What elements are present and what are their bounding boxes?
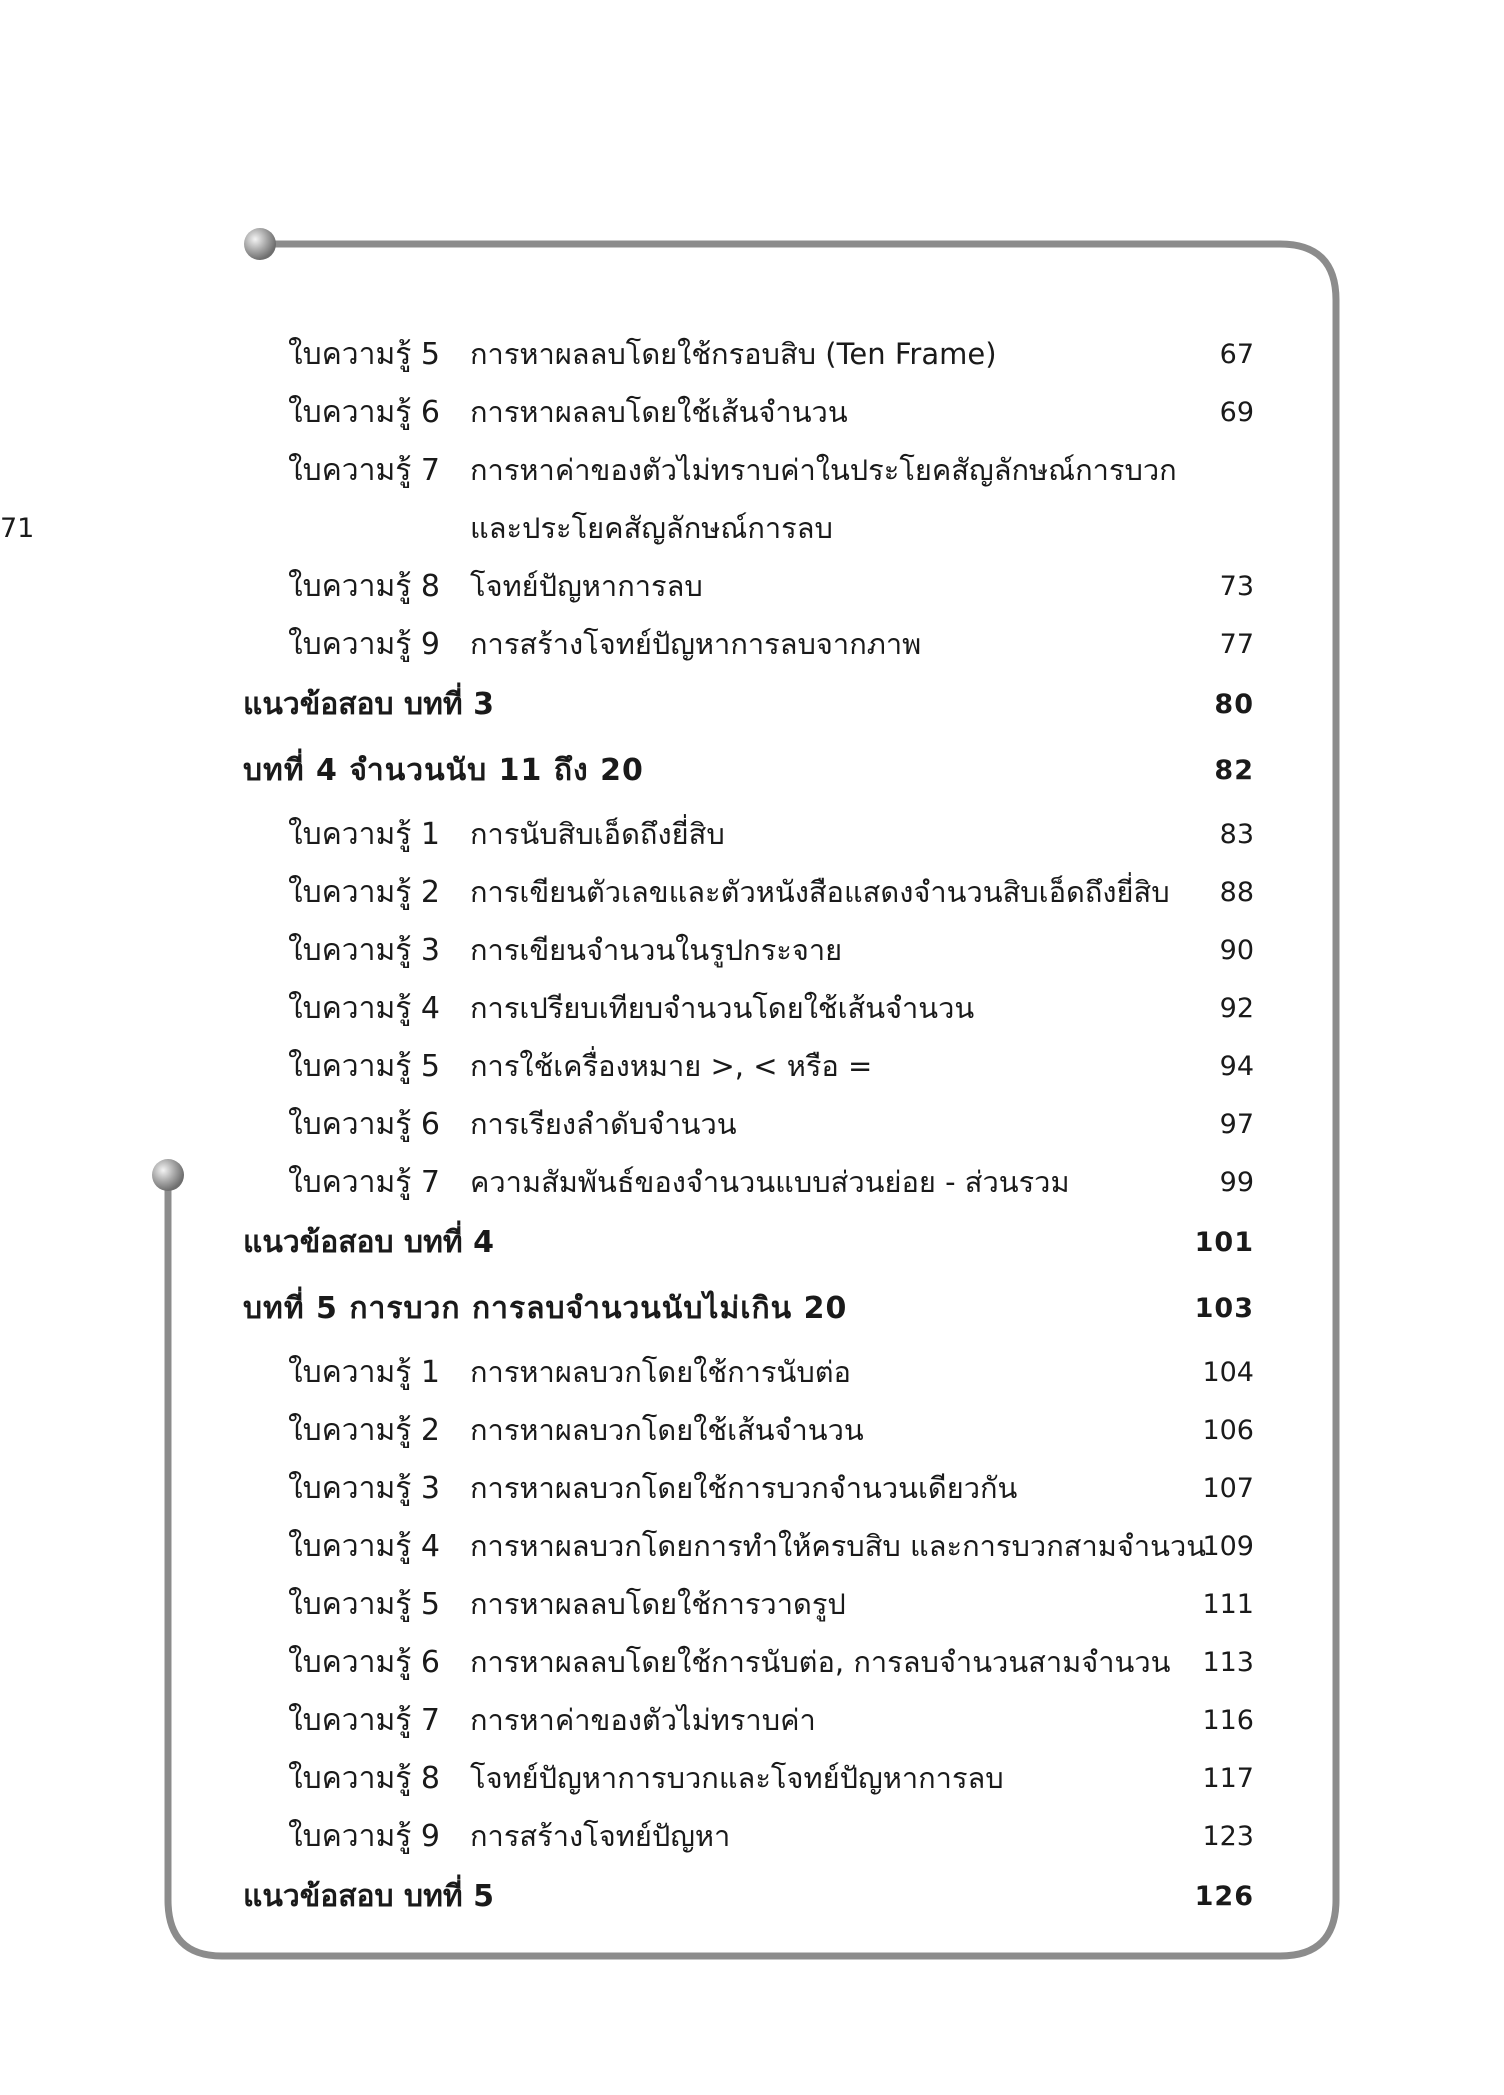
toc-entry-label: ใบความรู้ 3: [288, 932, 440, 968]
toc-page-number: 80: [1214, 688, 1254, 720]
toc-entry: [0, 330, 1504, 378]
toc-entry-label: ใบความรู้ 6: [288, 394, 440, 430]
toc-entry-label: บทที่ 5 การบวก การลบจำนวนนับไม่เกิน 20: [243, 1290, 848, 1326]
toc-page-number: 88: [1219, 876, 1254, 908]
toc-page-number: 97: [1219, 1108, 1254, 1140]
toc-entry-title: การเปรียบเทียบจำนวนโดยใช้เส้นจำนวน: [470, 991, 975, 1025]
toc-entry-title: การหาผลลบโดยใช้การนับต่อ, การลบจำนวนสามจำนวน: [470, 1645, 1171, 1679]
toc-entry-title: การหาผลลบโดยใช้การวาดรูป: [470, 1587, 846, 1621]
toc-page-number: 117: [1202, 1762, 1254, 1794]
toc-entry-title: การเรียงลำดับจำนวน: [470, 1107, 737, 1141]
toc-chapter-heading: [0, 1284, 1504, 1332]
toc-entry-label: แนวข้อสอบ บทที่ 4: [243, 1224, 494, 1260]
toc-page-number: 94: [1219, 1050, 1254, 1082]
toc-entry: [0, 984, 1504, 1032]
toc-entry: [0, 1042, 1504, 1090]
toc-entry: [0, 1348, 1504, 1396]
toc-entry: [0, 1100, 1504, 1148]
toc-entry-label: แนวข้อสอบ บทที่ 3: [243, 686, 494, 722]
toc-page-number: 104: [1202, 1356, 1254, 1388]
toc-entry: [0, 810, 1504, 858]
toc-page-number: 77: [1219, 628, 1254, 660]
toc-entry-label: ใบความรู้ 4: [288, 990, 440, 1026]
toc-entry: [0, 1158, 1504, 1206]
toc-page-number: 73: [1219, 570, 1254, 602]
toc-page-number: 123: [1202, 1820, 1254, 1852]
toc-entry-title: โจทย์ปัญหาการบวกและโจทย์ปัญหาการลบ: [470, 1761, 1004, 1795]
toc-entry-label: ใบความรู้ 1: [288, 816, 440, 852]
toc-entry-label: ใบความรู้ 2: [288, 874, 440, 910]
toc-entry-label: ใบความรู้ 7: [288, 452, 440, 488]
toc-entry-label: ใบความรู้ 6: [288, 1106, 440, 1142]
toc-entry-label: บทที่ 4 จำนวนนับ 11 ถึง 20: [243, 752, 644, 788]
toc-page-number: 106: [1202, 1414, 1254, 1446]
toc-entry-label: ใบความรู้ 7: [288, 1702, 440, 1738]
toc-entry-title: การหาผลลบโดยใช้เส้นจำนวน: [470, 395, 848, 429]
toc-entry: [0, 388, 1504, 436]
toc-entry-label: ใบความรู้ 8: [288, 568, 440, 604]
toc-entry-label: ใบความรู้ 5: [288, 1586, 440, 1622]
toc-entry-title: โจทย์ปัญหาการลบ: [470, 569, 703, 603]
toc-entry-title: การหาผลบวกโดยการทำให้ครบสิบ และการบวกสามจำนวน: [470, 1529, 1207, 1563]
toc-chapter-heading: [0, 746, 1504, 794]
toc-entry-label: ใบความรู้ 5: [288, 1048, 440, 1084]
toc-entry: [0, 1580, 1504, 1628]
toc-page-number: 67: [1219, 338, 1254, 370]
toc-entry-label: ใบความรู้ 2: [288, 1412, 440, 1448]
toc-entry-label: ใบความรู้ 5: [288, 336, 440, 372]
toc-entry: [0, 1406, 1504, 1454]
toc-entry-title: การเขียนตัวเลขและตัวหนังสือแสดงจำนวนสิบเอ็ดถึงยี่สิบ: [470, 875, 1170, 909]
toc-entry: [0, 1638, 1504, 1686]
toc-entry-title: การเขียนจำนวนในรูปกระจาย: [470, 933, 843, 967]
toc-page-number: 116: [1202, 1704, 1254, 1736]
toc-entry: [0, 1696, 1504, 1744]
toc-entry: [0, 1754, 1504, 1802]
toc-entry-title: การหาผลบวกโดยใช้เส้นจำนวน: [470, 1413, 864, 1447]
toc-entry: [0, 1522, 1504, 1570]
toc-entry-title: การหาผลลบโดยใช้กรอบสิบ (Ten Frame): [470, 337, 997, 371]
toc-page-number: 107: [1202, 1472, 1254, 1504]
toc-entry-label: ใบความรู้ 6: [288, 1644, 440, 1680]
toc-entry-title: การสร้างโจทย์ปัญหาการลบจากภาพ: [470, 627, 922, 661]
toc-entry: [0, 868, 1504, 916]
toc-page-number: 113: [1202, 1646, 1254, 1678]
toc-entry: [0, 620, 1504, 668]
toc-entry-label: ใบความรู้ 3: [288, 1470, 440, 1506]
toc-entry-title: การใช้เครื่องหมาย >, < หรือ =: [470, 1049, 873, 1083]
toc-page-number: 90: [1219, 934, 1254, 966]
toc-entry-title: การหาผลบวกโดยใช้การนับต่อ: [470, 1355, 851, 1389]
toc-entry-title: การสร้างโจทย์ปัญหา: [470, 1819, 731, 1853]
toc-exam-entry: [0, 680, 1504, 728]
toc-page-number: 83: [1219, 818, 1254, 850]
toc-entry-title: การหาผลบวกโดยใช้การบวกจำนวนเดียวกัน: [470, 1471, 1018, 1505]
toc-entry: [0, 562, 1504, 610]
toc-page-number: 101: [1194, 1226, 1254, 1258]
toc-entry: [0, 1812, 1504, 1860]
toc-entry-label: ใบความรู้ 8: [288, 1760, 440, 1796]
toc-entry-title: ความสัมพันธ์ของจำนวนแบบส่วนย่อย - ส่วนรวม: [470, 1165, 1070, 1199]
toc-entry-label: แนวข้อสอบ บทที่ 5: [243, 1878, 494, 1914]
toc-entry-label: ใบความรู้ 4: [288, 1528, 440, 1564]
toc-entry-label: ใบความรู้ 9: [288, 1818, 440, 1854]
toc-entry-label: ใบความรู้ 9: [288, 626, 440, 662]
toc-entry-label: ใบความรู้ 1: [288, 1354, 440, 1390]
toc-entry-title: การหาค่าของตัวไม่ทราบค่า: [470, 1703, 816, 1737]
toc-entry-label: ใบความรู้ 7: [288, 1164, 440, 1200]
toc-entry-title: การนับสิบเอ็ดถึงยี่สิบ: [470, 817, 725, 851]
toc-entry: [0, 446, 1504, 494]
toc-page-number: 111: [1202, 1588, 1254, 1620]
toc-page-number: 82: [1214, 754, 1254, 786]
toc-page-number: 99: [1219, 1166, 1254, 1198]
toc-entry: [0, 504, 1504, 552]
toc-page-number: 92: [1219, 992, 1254, 1024]
toc-page-number: 126: [1194, 1880, 1254, 1912]
toc-entry-title: และประโยคสัญลักษณ์การลบ: [470, 511, 833, 545]
toc-entry: [0, 1464, 1504, 1512]
toc-entry: [0, 926, 1504, 974]
toc-page-number: 69: [1219, 396, 1254, 428]
toc-exam-entry: [0, 1872, 1504, 1920]
toc-page-number: 103: [1194, 1292, 1254, 1324]
toc-entry-title: การหาค่าของตัวไม่ทราบค่าในประโยคสัญลักษณ์การบวก: [470, 453, 1177, 487]
toc-page-number: 109: [1202, 1530, 1254, 1562]
toc-exam-entry: [0, 1218, 1504, 1266]
toc-page-number: 71: [0, 512, 35, 544]
